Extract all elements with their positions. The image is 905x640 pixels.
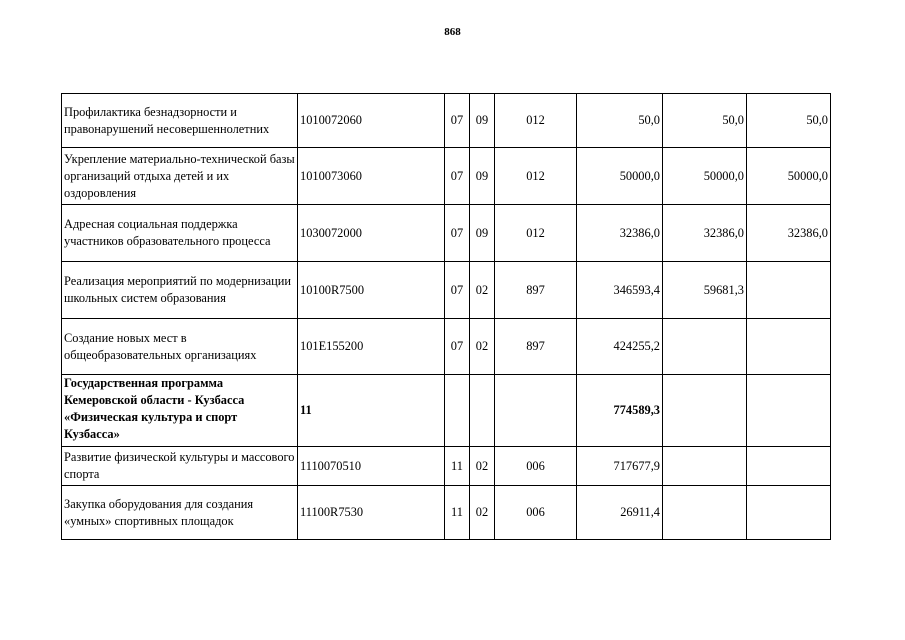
subsection-cell: 09 — [470, 205, 495, 262]
table-row — [62, 447, 831, 486]
subsection-cell: 09 — [470, 94, 495, 148]
target-article-code-cell: 101E155200 — [298, 319, 445, 375]
target-article-code-cell: 10100R7500 — [298, 262, 445, 319]
budget-table — [61, 93, 831, 540]
amount-year-2-cell — [663, 486, 747, 540]
amount-year-2-cell — [663, 319, 747, 375]
row-name-cell: Профилактика безнадзорности и правонарушений несовершеннолетних — [62, 94, 298, 148]
amount-year-2-cell — [663, 375, 747, 447]
row-name-cell: Укрепление материально-технической базы организаций отдыха детей и их оздоровления — [62, 148, 298, 205]
section-cell: 07 — [445, 205, 470, 262]
amount-year-1-cell: 26911,4 — [577, 486, 663, 540]
amount-year-2-cell: 59681,3 — [663, 262, 747, 319]
amount-year-2-cell: 50,0 — [663, 94, 747, 148]
section-cell: 07 — [445, 148, 470, 205]
target-article-code-cell: 11 — [298, 375, 445, 447]
amount-year-3-cell: 50000,0 — [747, 148, 831, 205]
amount-year-3-cell — [747, 486, 831, 540]
amount-year-2-cell: 50000,0 — [663, 148, 747, 205]
subsection-cell: 09 — [470, 148, 495, 205]
expense-type-cell: 897 — [495, 262, 577, 319]
row-name-cell: Государственная программа Кемеровской области - Кузбасса «Физическая культура и спорт Кузбасса» — [62, 375, 298, 447]
section-cell — [445, 375, 470, 447]
amount-year-2-cell: 32386,0 — [663, 205, 747, 262]
amount-year-1-cell: 774589,3 — [577, 375, 663, 447]
expense-type-cell: 006 — [495, 486, 577, 540]
target-article-code-cell: 11100R7530 — [298, 486, 445, 540]
row-name-cell: Развитие физической культуры и массового спорта — [62, 447, 298, 486]
expense-type-cell: 897 — [495, 319, 577, 375]
amount-year-3-cell — [747, 375, 831, 447]
table-row — [62, 319, 831, 375]
amount-year-1-cell: 50,0 — [577, 94, 663, 148]
expense-type-cell: 012 — [495, 148, 577, 205]
page-number: 868 — [444, 26, 461, 38]
amount-year-3-cell — [747, 319, 831, 375]
amount-year-2-cell — [663, 447, 747, 486]
section-cell: 11 — [445, 486, 470, 540]
amount-year-3-cell: 32386,0 — [747, 205, 831, 262]
subsection-cell: 02 — [470, 319, 495, 375]
amount-year-1-cell: 717677,9 — [577, 447, 663, 486]
table-row — [62, 148, 831, 205]
row-name-cell: Адресная социальная поддержка участников образовательного процесса — [62, 205, 298, 262]
expense-type-cell: 012 — [495, 94, 577, 148]
section-cell: 11 — [445, 447, 470, 486]
table-row — [62, 205, 831, 262]
amount-year-1-cell: 32386,0 — [577, 205, 663, 262]
amount-year-1-cell: 346593,4 — [577, 262, 663, 319]
target-article-code-cell: 1110070510 — [298, 447, 445, 486]
target-article-code-cell: 1010072060 — [298, 94, 445, 148]
subsection-cell: 02 — [470, 447, 495, 486]
row-name-cell: Создание новых мест в общеобразовательных организациях — [62, 319, 298, 375]
section-cell: 07 — [445, 262, 470, 319]
subsection-cell: 02 — [470, 262, 495, 319]
amount-year-1-cell: 424255,2 — [577, 319, 663, 375]
amount-year-3-cell — [747, 447, 831, 486]
row-name-cell: Реализация мероприятий по модернизации школьных систем образования — [62, 262, 298, 319]
expense-type-cell — [495, 375, 577, 447]
subsection-cell: 02 — [470, 486, 495, 540]
expense-type-cell: 006 — [495, 447, 577, 486]
target-article-code-cell: 1010073060 — [298, 148, 445, 205]
expense-type-cell: 012 — [495, 205, 577, 262]
target-article-code-cell: 1030072000 — [298, 205, 445, 262]
section-cell: 07 — [445, 319, 470, 375]
subsection-cell — [470, 375, 495, 447]
table-row-program — [62, 375, 831, 447]
table-row — [62, 262, 831, 319]
table-row — [62, 486, 831, 540]
amount-year-3-cell: 50,0 — [747, 94, 831, 148]
section-cell: 07 — [445, 94, 470, 148]
amount-year-1-cell: 50000,0 — [577, 148, 663, 205]
row-name-cell: Закупка оборудования для создания «умных» спортивных площадок — [62, 486, 298, 540]
table-row — [62, 94, 831, 148]
amount-year-3-cell — [747, 262, 831, 319]
